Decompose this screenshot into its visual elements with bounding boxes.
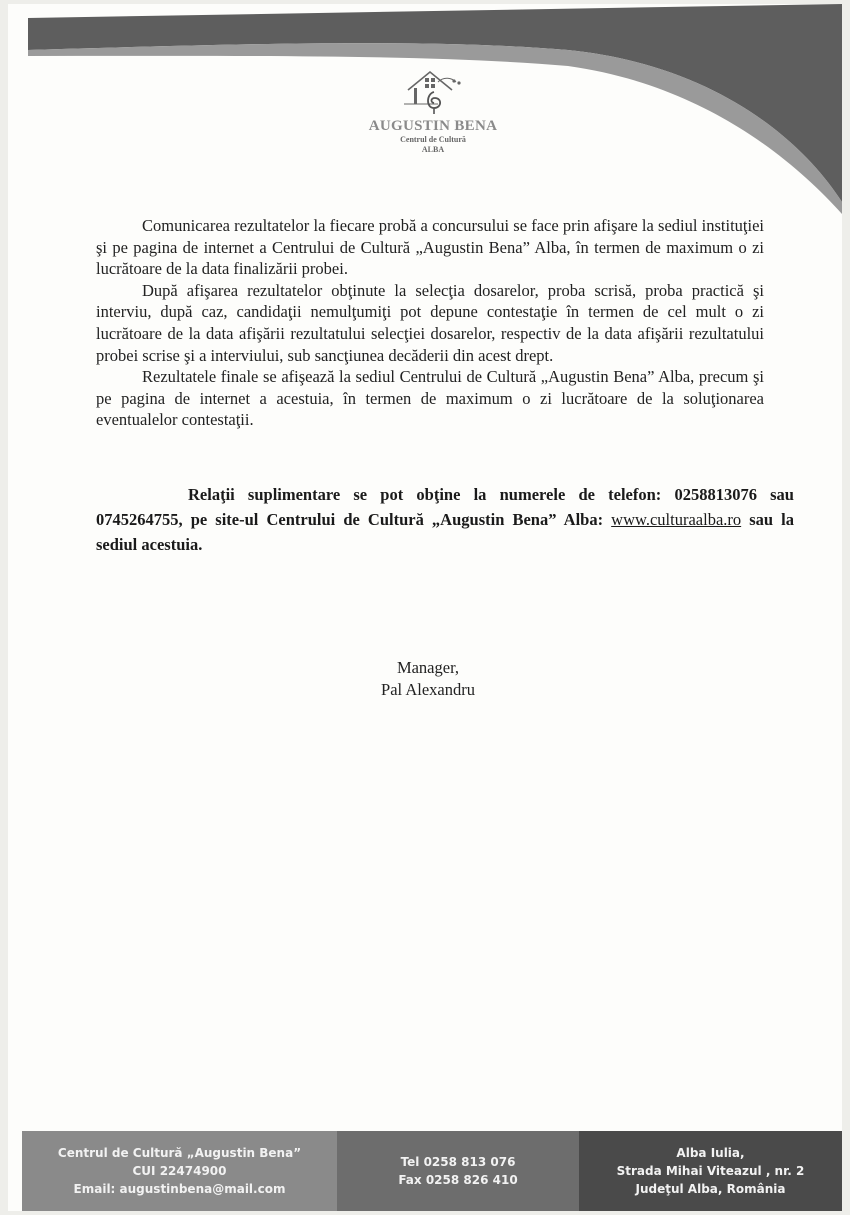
footer-address [579,1131,842,1211]
house-music-icon [398,64,468,116]
website-link[interactable]: www.culturaalba.ro [611,510,742,529]
document-page [8,4,842,1211]
signature-block [318,657,538,701]
footer-phone [337,1131,579,1211]
footer-tel: Tel 0258 813 076 [400,1155,516,1169]
footer-org-name: Centrul de Cultură „Augustin Bena” [57,1146,302,1160]
footer-fax: Fax 0258 826 410 [398,1173,518,1187]
contact-info-tail: sau la sediul acestuia. [96,510,795,554]
signature-name: Pal Alexandru [381,680,475,699]
paragraph-contestation: După afişarea rezultatelor obţinute la selecţia dosarelor, proba scrisă, proba practică şi interviu, după caz, candidaţii nemulţumiţi pot depune contestaţie în termen de cel mult o zi lucrătoare de la data afişării rezultatului selecţiei dosarelor, respectiv de la data afişării rezultatului probei scrise şi a interviului, sub sancţiunea decăderii din acest drept. [96,280,764,365]
logo-city: ALBA [421,145,445,154]
logo-subtitle: Centrul de Cultură [400,135,466,144]
contact-info-text: Relaţii suplimentare se pot obţine la numerele de telefon: 0258813076 sau 0745264755, pe site-ul Centrului de Cultură „Augustin Bena” Alba: [96,485,794,529]
footer-county: Judeţul Alba, România [635,1182,786,1196]
contact-info [96,482,794,557]
organization-logo [338,64,528,155]
paragraph-final-results: Rezultatele finale se afişează la sediul Centrului de Cultură „Augustin Bena” Alba, precum şi pe pagina de internet a acestuia, în termen de maximum o zi lucrătoare de la soluţionarea eventualelor contestaţii. [96,367,764,430]
footer-bar [22,1131,842,1211]
logo-title: AUGUSTIN BENA [368,118,498,134]
footer-street: Strada Mihai Viteazul , nr. 2 [616,1164,805,1178]
footer-city: Alba Iulia, [676,1146,745,1160]
paragraph-results-communication: Comunicarea rezultatelor la fiecare probă a concursului se face prin afişare la sediul instituţiei şi pe pagina de internet a Centrului de Cultură „Augustin Bena” Alba, în termen de maximum o zi lucrătoare de la data finalizării probei. [96,216,764,279]
footer-email: Email: augustinbena@mail.com [73,1182,286,1196]
footer-organization [22,1131,337,1211]
footer-cui: CUI 22474900 [132,1164,227,1178]
announcement-body [96,215,764,431]
signature-role: Manager, [396,658,460,677]
